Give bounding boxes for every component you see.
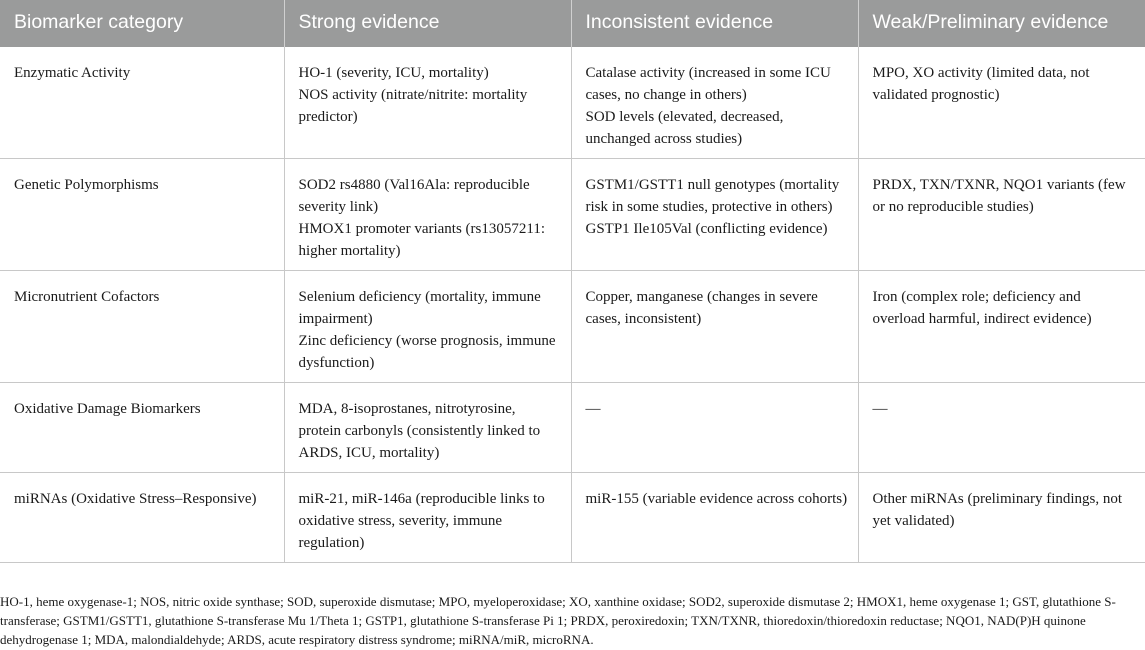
header-strong: Strong evidence xyxy=(284,0,571,47)
strong-item: Zinc deficiency (worse prognosis, immune dysfunction) xyxy=(298,333,556,371)
weak-item: MPO, XO activity (limited data, not validated prognostic) xyxy=(872,65,1090,103)
weak-cell xyxy=(858,159,1145,271)
strong-cell xyxy=(284,383,571,473)
table-row xyxy=(0,271,1145,383)
category-cell: Enzymatic Activity xyxy=(0,47,284,159)
inconsistent-item: SOD levels (elevated, decreased, unchanged across studies) xyxy=(585,109,784,147)
inconsistent-cell xyxy=(571,271,858,383)
header-row xyxy=(0,0,1145,47)
category-cell: Micronutrient Cofactors xyxy=(0,271,284,383)
strong-cell xyxy=(284,159,571,271)
inconsistent-item: Copper, manganese (changes in severe cases, inconsistent) xyxy=(585,289,818,327)
weak-item: Iron (complex role; deficiency and overload harmful, indirect evidence) xyxy=(872,289,1092,327)
strong-item: Selenium deficiency (mortality, immune impairment) xyxy=(298,289,541,327)
inconsistent-cell xyxy=(571,159,858,271)
weak-cell xyxy=(858,271,1145,383)
inconsistent-cell xyxy=(571,383,858,473)
weak-cell xyxy=(858,383,1145,473)
category-cell: miRNAs (Oxidative Stress–Responsive) xyxy=(0,473,284,563)
table-body xyxy=(0,47,1145,563)
weak-cell xyxy=(858,47,1145,159)
header-inconsistent: Inconsistent evidence xyxy=(571,0,858,47)
strong-cell xyxy=(284,473,571,563)
inconsistent-cell xyxy=(571,47,858,159)
strong-cell xyxy=(284,271,571,383)
header-category: Biomarker category xyxy=(0,0,284,47)
strong-item: HO-1 (severity, ICU, mortality) xyxy=(298,65,489,81)
inconsistent-item: Catalase activity (increased in some ICU cases, no change in others) xyxy=(585,65,831,103)
weak-item: — xyxy=(872,401,888,417)
table-header xyxy=(0,0,1145,47)
table-row xyxy=(0,473,1145,563)
table-row xyxy=(0,159,1145,271)
weak-item: PRDX, TXN/TXNR, NQO1 variants (few or no reproducible studies) xyxy=(872,177,1126,215)
category-cell: Oxidative Damage Biomarkers xyxy=(0,383,284,473)
strong-item: miR-21, miR-146a (reproducible links to oxidative stress, severity, immune regulation) xyxy=(298,491,545,551)
table-row xyxy=(0,47,1145,159)
table-footnote: HO-1, heme oxygenase-1; NOS, nitric oxide synthase; SOD, superoxide dismutase; MPO, myeloperoxidase; XO, xanthine oxidase; SOD2, superoxide dismutase 2; HMOX1, heme oxygenase 1; GST, glutathione S-transferase; GSTM1/GSTT1, glutathione S-transferase Mu 1/Theta 1; GSTP1, glutathione S-transferase Pi 1; PRDX, peroxiredoxin; TXN/TXNR, thioredoxin/thioredoxin reductase; NQO1, NAD(P)H quinone dehydrogenase 1; MDA, malondialdehyde; ARDS, acute respiratory distress syndrome; miRNA/miR, microRNA. xyxy=(0,594,1116,647)
category-cell: Genetic Polymorphisms xyxy=(0,159,284,271)
header-weak: Weak/Preliminary evidence xyxy=(858,0,1145,47)
inconsistent-cell xyxy=(571,473,858,563)
strong-item: HMOX1 promoter variants (rs13057211: higher mortality) xyxy=(298,221,545,259)
weak-cell xyxy=(858,473,1145,563)
inconsistent-item: miR-155 (variable evidence across cohorts) xyxy=(585,491,848,507)
strong-item: MDA, 8-isoprostanes, nitrotyrosine, protein carbonyls (consistently linked to ARDS, ICU, mortality) xyxy=(298,401,541,461)
weak-item: Other miRNAs (preliminary findings, not yet validated) xyxy=(872,491,1123,529)
inconsistent-item: GSTM1/GSTT1 null genotypes (mortality risk in some studies, protective in others) xyxy=(585,177,840,215)
strong-item: NOS activity (nitrate/nitrite: mortality predictor) xyxy=(298,87,528,125)
inconsistent-item: — xyxy=(585,401,601,417)
strong-item: SOD2 rs4880 (Val16Ala: reproducible severity link) xyxy=(298,177,530,215)
inconsistent-item: GSTP1 Ile105Val (conflicting evidence) xyxy=(585,221,828,237)
table-row xyxy=(0,383,1145,473)
strong-cell xyxy=(284,47,571,159)
